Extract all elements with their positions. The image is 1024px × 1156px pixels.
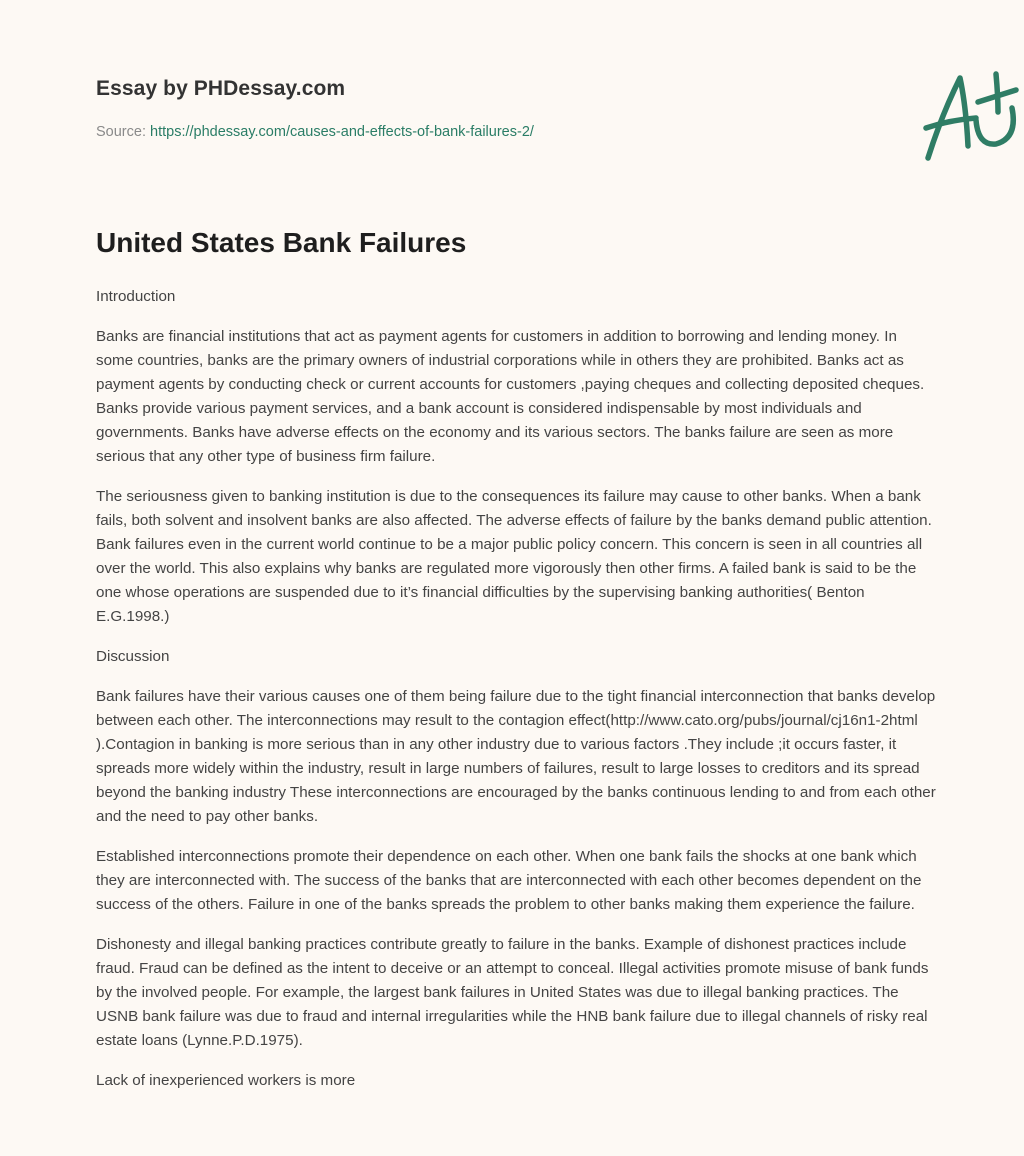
section-heading-introduction: Introduction (96, 288, 176, 305)
paragraph: The seriousness given to banking institution is due to the consequences its failure may cause to other banks. When a bank fails, both solvent and insolvent banks are also affected. The adverse effects of failure by the banks demand public attention. Bank failures even in the current world continue to be a major public policy concern. This concern is seen in all countries all over the world. This also explains why banks are regulated more vigorously then other firms. A failed bank is said to be the one whose operations are suspended due to it’s financial difficulties by the supervising banking authorities( Benton E.G.1998.) (96, 488, 932, 625)
paragraph: Established interconnections promote their dependence on each other. When one bank fails the shocks at one bank which they are interconnected with. The success of the banks that are interconnected with each other becomes dependent on the success of the others. Failure in one of the banks spreads the problem to other banks making them experience the failure. (96, 848, 922, 913)
paragraph: Bank failures have their various causes one of them being failure due to the tight financial interconnection that banks develop between each other. The interconnections may result to the contagion effect(http://www.cato.org/pubs/journal/cj16n1-2html ).Contagion in banking is more serious than in any other industry due to various factors .They include ;it occurs faster, it spreads more widely within the industry, result in large numbers of failures, result to large losses to creditors and its spread beyond the banking industry These interconnections are encouraged by the banks continuous lending to and from each other and the need to pay other banks. (96, 688, 936, 825)
section-heading-discussion: Discussion (96, 648, 170, 665)
source-link[interactable]: https://phdessay.com/causes-and-effects-of-bank-failures-2/ (150, 124, 534, 140)
essay-title: United States Bank Failures (96, 227, 467, 258)
essay-body (96, 285, 936, 1109)
paragraph: Lack of inexperienced workers is more (96, 1072, 356, 1089)
a-plus-grade-icon (916, 66, 1024, 166)
paragraph: Banks are financial institutions that act as payment agents for customers in addition to borrowing and lending money. In some countries, banks are the primary owners of industrial corporations while in others they are prohibited. Banks act as payment agents by conducting check or current accounts for customers ,paying cheques and collecting deposited cheques. Banks provide various payment services, and a bank account is considered indispensable by most individuals and governments. Banks have adverse effects on the economy and its various sectors. The banks failure are seen as more serious that any other type of business firm failure. (96, 328, 925, 465)
paragraph: Dishonesty and illegal banking practices contribute greatly to failure in the banks. Example of dishonest practices include fraud. Fraud can be defined as the intent to deceive or an attempt to conceal. Illegal activities promote misuse of bank funds by the involved people. For example, the largest bank failures in United States was due to illegal banking practices. The USNB bank failure was due to fraud and internal irregularities while the HNB bank failure due to illegal channels of risky real estate loans (Lynne.P.D.1975). (96, 936, 929, 1049)
source-label: Source: (96, 124, 146, 140)
source-line (96, 124, 534, 140)
site-brand: Essay by PHDessay.com (96, 77, 346, 100)
